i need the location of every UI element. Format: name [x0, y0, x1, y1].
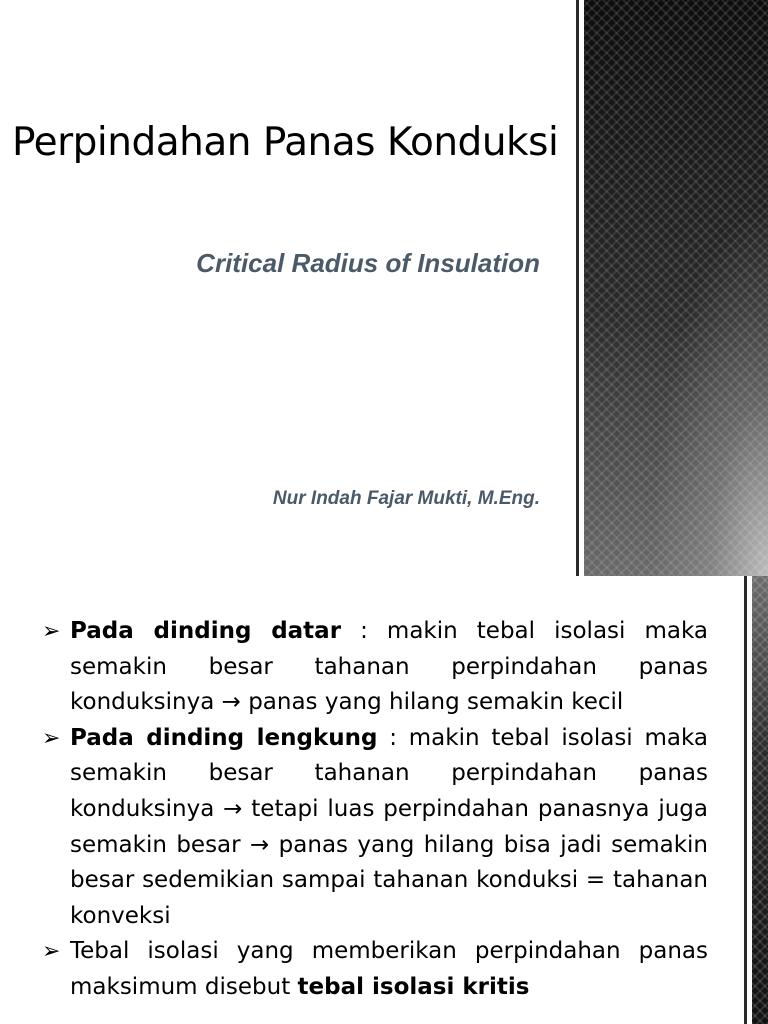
bullet-bold: tebal isolasi kritis: [297, 973, 530, 1000]
slide-title: Perpindahan Panas Konduksi: [12, 120, 559, 165]
panel-divider: [744, 576, 747, 1024]
bullet-item: [42, 934, 708, 1005]
panel-divider: [576, 0, 579, 576]
arrow-bullet-icon: ➢: [42, 939, 61, 965]
decorative-carbon-panel: [752, 576, 768, 1024]
bullet-bold: Pada dinding datar: [70, 618, 342, 644]
slide-subtitle: Critical Radius of Insulation: [196, 248, 540, 278]
bullet-bold: Pada dinding lengkung: [70, 724, 378, 751]
bullet-text: Tebal isolasi yang memberikan perpindahan panas maksimum disebut: [70, 938, 708, 1000]
bullet-text: : makin tebal isolasi maka semakin besar tahanan perpindahan panas konduksinya → panas yang hilang semakin kecil: [70, 618, 708, 716]
decorative-carbon-panel: [584, 0, 768, 576]
arrow-bullet-icon: ➢: [42, 619, 61, 644]
bullet-list: [42, 614, 708, 1006]
arrow-bullet-icon: ➢: [42, 725, 61, 751]
content-slide: [0, 576, 768, 1024]
bullet-item: [42, 614, 708, 721]
bullet-text: : makin tebal isolasi maka semakin besar tahanan perpindahan panas konduksinya → tetapi luas perpindahan panasnya juga semakin besar → panas yang hilang bisa jadi semakin besar sedemikian sampai tahanan konduksi = tahanan konveksi: [70, 724, 708, 929]
bullet-item: [42, 721, 708, 935]
author-name: Nur Indah Fajar Mukti, M.Eng.: [272, 488, 540, 509]
